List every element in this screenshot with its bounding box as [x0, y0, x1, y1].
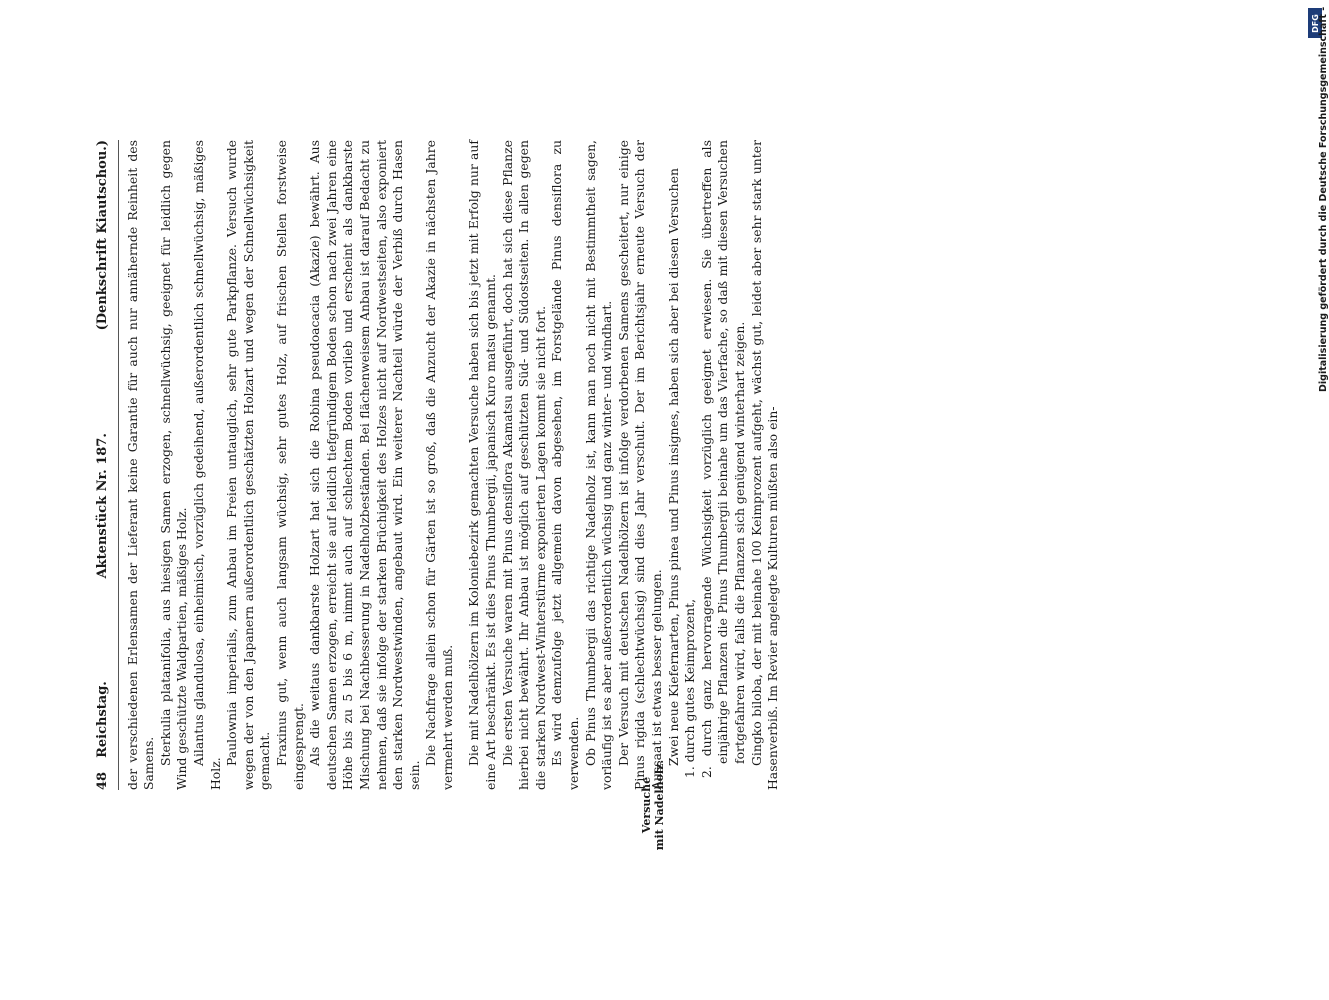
digitization-credit: Digitalisierung gefördert durch die Deutsche Forschungsgemeinschaft -	[1318, 6, 1329, 392]
header-left: Reichstag.	[95, 681, 110, 758]
paragraph: Die ersten Versuche waren mit Pinus densiflora Akamatsu ausgeführt, doch hat sich diese Pflanze hierbei nicht bewährt. Ihr Anbau ist möglich auf geschützten Süd- und Südostseiten. In allen gegen die starken Nordwest-Winterstürme exponierten Lagen kommt sie nicht fort.	[499, 140, 548, 790]
text-block	[95, 140, 781, 790]
paragraph: Der Versuch mit deutschen Nadelhölzern ist infolge verdorbenen Samens gescheitert, nur einige Pinus rigida (schlechtwüchsig) sind dies Jahr verschult. Der im Berichtsjahr erneute Versuch der Aussaat ist etwas besser gelungen.	[615, 140, 664, 790]
paragraph: Die mit Nadelhölzern im Koloniebezirk gemachten Versuche haben sich bis jetzt mit Erfolg nur auf eine Art beschränkt. Es ist dies Pinus Thumbergii, japanisch Kuro matsu genannt.	[466, 140, 499, 790]
header-center: Aktenstück Nr. 187.	[95, 433, 110, 579]
margin-note-line: mit Nadelholz.	[653, 759, 666, 851]
page-header	[95, 140, 119, 790]
paragraph: Gingko biloba, der mit beinahe 100 Keimprozent aufgeht, wächst gut, leidet aber sehr stark unter Hasenverbiß. Im Revier angelegte Kulturen müßten also ein-	[748, 140, 781, 790]
paragraph: Es wird demzufolge jetzt allgemein davon abgesehen, im Forstgelände Pinus densiflora zu verwenden.	[549, 140, 582, 790]
paragraph: Ailantus glandulosa, einheimisch, vorzüglich gedeihend, außerordentlich schnellwüchsig, mäßiges Holz.	[190, 140, 223, 790]
paragraph: Fraxinus gut, wenn auch langsam wüchsig, sehr gutes Holz, auf frischen Stellen forstweise eingesprengt.	[273, 140, 306, 790]
paragraph: Zwei neue Kiefernarten, Pinus pinea und Pinus insignes, haben sich aber bei diesen Versuchen	[665, 168, 681, 766]
margin-note-line: Versuche	[640, 776, 653, 834]
paragraph: Die Nachfrage allein schon für Gärten ist so groß, daß die Anzucht der Akazie in nächsten Jahre vermehrt werden muß.	[423, 140, 455, 790]
dfg-logo-text: DFG	[1310, 13, 1320, 33]
page-number: 48	[95, 771, 110, 790]
paragraph: Ob Pinus Thumbergii das richtige Nadelholz ist, kann man noch nicht mit Bestimmtheit sagen, vorläufig ist es aber außerordentlich wüchsig und ganz winter- und windhart.	[582, 140, 615, 790]
margin-note	[640, 750, 666, 860]
paragraph: der verschiedenen Erlensamen der Lieferant keine Garantie für auch nur annähernde Reinheit des Samens.	[124, 140, 157, 790]
list-item: 1. durch gutes Keimprozent,	[682, 598, 698, 778]
paragraph: Sterkulia platanifolia, aus hiesigen Samen erzogen, schnellwüchsig, geeignet für leidlich gegen Wind geschützte Waldpartien, mäßiges Holz.	[157, 140, 190, 790]
paragraph: Als die weitaus dankbarste Holzart hat sich die Robina pseudoacacia (Akazie) bewährt. Aus deutschen Samen erzogen, erreicht sie auf leidlich tiefgründigem Boden schon nach zwei Jahren eine Höhe bis zu 5 bis 6 m, nimmt auch auf schlechtem Boden vorlieb und erscheint als dankbarste Mischung bei Nachbesserung in Nadelholzbeständen. Bei flächenweisem Anbau ist darauf Bedacht zu nehmen, daß sie infolge der starken Brüchigkeit des Holzes nicht auf Nordwestseiten, also exponiert den starken Nordwestwinden, angebaut wird. Ein weiterer Nachteil würde der Verbiß durch Hasen sein.	[307, 140, 422, 790]
list-item: 2. durch ganz hervorragende Wüchsigkeit vorzüglich geeignet erwiesen. Sie übertreffen als einjährige Pflanzen die Pinus Thumbergii beinahe um das Vierfache, so daß mit diesen Versuchen fortgefahren wird, falls die Pflanzen sich genügend winterhart zeigen.	[698, 140, 747, 778]
header-right: (Denkschrift Kiautschou.)	[95, 140, 110, 331]
paragraph: Paulownia imperialis, zum Anbau im Freien untauglich, sehr gute Parkpflanze. Versuch wurde wegen der von den Japanern außerordentlich geschätzten Holzart und wegen der Schnellwüchsigkeit gemacht.	[224, 140, 273, 790]
